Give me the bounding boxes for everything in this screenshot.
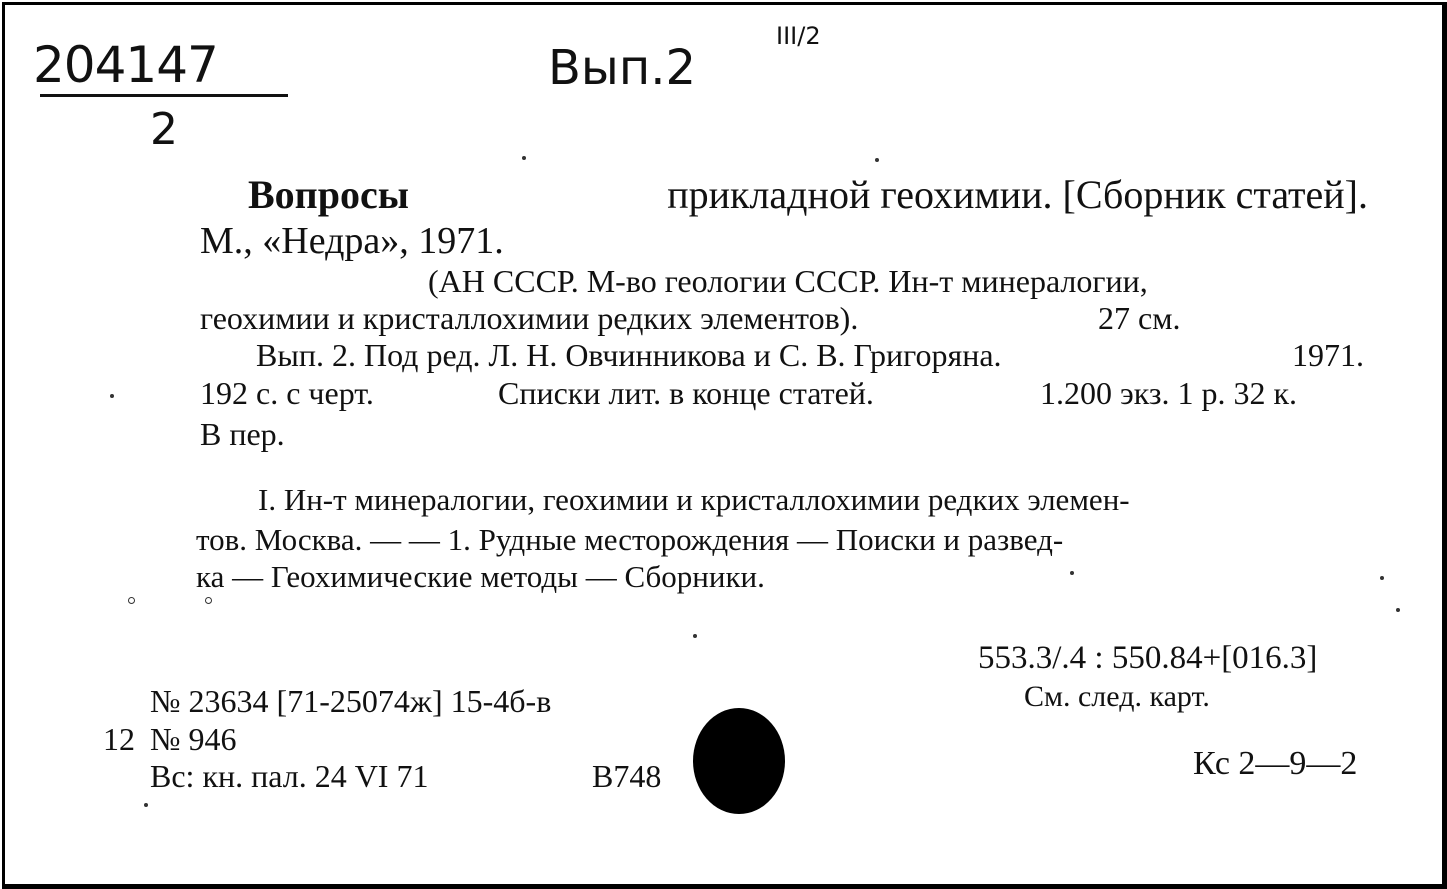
speck	[693, 634, 697, 638]
ink-blot	[693, 708, 785, 814]
imprint-line: М., «Недра», 1971.	[200, 220, 504, 262]
volume-bibliography-note: Списки лит. в конце статей.	[498, 375, 874, 411]
tracing-line-3: ка — Геохимические методы — Сборники.	[196, 559, 765, 594]
speck	[110, 394, 114, 398]
speck	[875, 158, 879, 162]
udc-index: 553.3/.4 : 550.84+[016.3]	[978, 640, 1318, 676]
tracing-line-1: I. Ин-т минералогии, геохимии и кристаллохимии редких элемен-	[258, 482, 1130, 517]
volume-note-line-1: Вып. 2. Под ред. Л. Н. Овчинникова и С. В. Григоряна.	[256, 337, 1002, 373]
speck	[205, 597, 212, 604]
library-code: В748	[592, 758, 662, 794]
handwritten-accession-number: 204147	[33, 36, 218, 94]
volume-binding: В пер.	[200, 416, 285, 452]
title-line	[248, 171, 1368, 218]
card-size: 27 см.	[1098, 300, 1181, 336]
volume-pages: 192 с. с черт.	[200, 375, 374, 411]
speck	[1070, 571, 1074, 575]
title-lead-word: Вопросы	[248, 172, 409, 217]
volume-print-run-price: 1.200 экз. 1 р. 32 к.	[1040, 375, 1298, 411]
volume-year: 1971.	[1292, 337, 1364, 373]
handwritten-corner-mark: III/2	[776, 22, 821, 50]
speck	[522, 156, 526, 160]
speck	[128, 597, 135, 604]
handwritten-issue-number: Вып.2	[548, 40, 697, 96]
card-code: Кс 2—9—2	[1193, 745, 1358, 782]
book-chamber-line: Вс: кн. пал. 24 VI 71	[150, 758, 429, 794]
speck	[1396, 608, 1400, 612]
registration-line: № 23634 [71-25074ж] 15-4б-в	[150, 683, 552, 719]
series-note-line-2: геохимии и кристаллохимии редких элементов).	[200, 300, 859, 336]
copy-count: 12	[103, 721, 135, 757]
speck	[1380, 576, 1384, 580]
accession-underline	[40, 94, 288, 97]
tracing-line-2: тов. Москва. — — 1. Рудные месторождения — Поиски и развед-	[196, 522, 1064, 557]
series-note-line-1: (АН СССР. М-во геологии СССР. Ин-т минералогии,	[428, 263, 1148, 299]
handwritten-copy-number: 2	[150, 104, 178, 155]
see-next-card-note: См. след. карт.	[1024, 680, 1210, 713]
order-number: № 946	[150, 721, 237, 757]
title-rest: прикладной геохимии. [Сборник статей].	[667, 172, 1368, 217]
speck	[144, 803, 148, 807]
